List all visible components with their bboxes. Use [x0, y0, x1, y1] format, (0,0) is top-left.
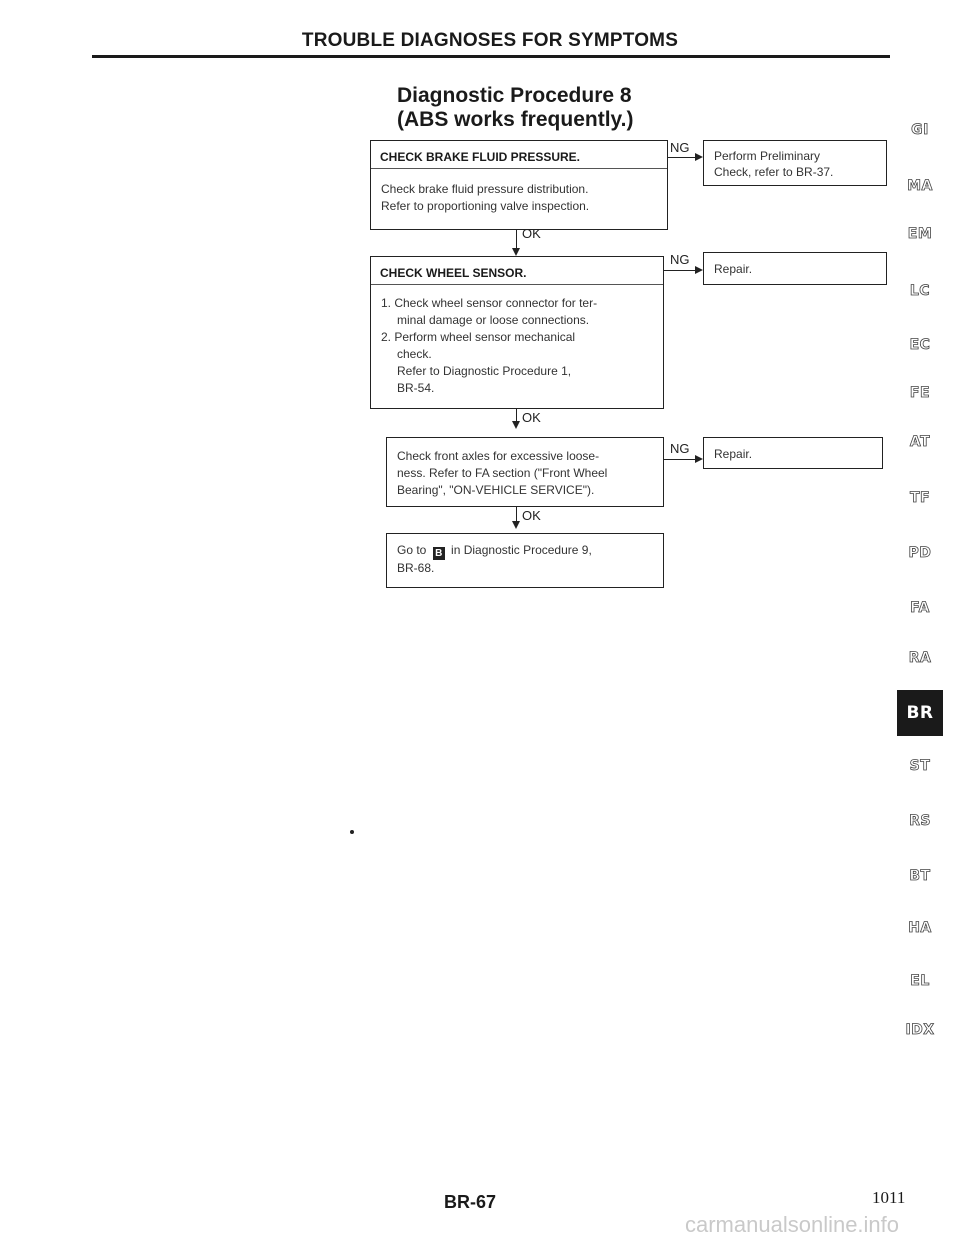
step1-heading: CHECK BRAKE FLUID PRESSURE.	[371, 141, 667, 169]
step2-ok-arrow	[512, 421, 520, 429]
step4-body	[387, 534, 663, 577]
step1-ng-action-line2: Check, refer to BR-37.	[714, 165, 834, 179]
step1-ng-label: NG	[670, 140, 690, 155]
step2-ok-label: OK	[522, 410, 541, 425]
side-tab-bt[interactable]: BT	[909, 868, 931, 884]
step2-ng-connector	[664, 270, 698, 271]
side-tab-fa[interactable]: FA	[910, 600, 930, 616]
step3-ok-label: OK	[522, 508, 541, 523]
step2-item1-line1: 1. Check wheel sensor connector for ter-	[381, 296, 598, 310]
footer-page-number: 1011	[872, 1188, 906, 1207]
step3-line2: ness. Refer to FA section ("Front Wheel	[397, 466, 608, 480]
step4-box	[386, 533, 664, 588]
step2-item2-line3: Refer to Diagnostic Procedure 1,	[397, 364, 572, 378]
step2-heading: CHECK WHEEL SENSOR.	[371, 257, 663, 285]
header-rule	[92, 55, 890, 58]
step4-line2: BR-68.	[397, 561, 435, 575]
side-tab-ec[interactable]: EC	[909, 337, 931, 353]
step3-ng-arrow	[695, 455, 703, 463]
side-tab-tf[interactable]: TF	[909, 490, 931, 506]
step1-ng-action-line1: Perform Preliminary	[714, 149, 821, 163]
side-tab-fe[interactable]: FE	[909, 385, 931, 401]
step2-body	[371, 285, 663, 397]
step2-ng-box	[703, 252, 887, 285]
step2-ng-action: Repair.	[714, 262, 753, 276]
side-tab-gi[interactable]: GI	[911, 122, 929, 138]
side-tab-idx[interactable]: IDX	[905, 1022, 935, 1038]
step1-line2: Refer to proportioning valve inspection.	[381, 199, 590, 213]
step3-body	[387, 438, 663, 499]
procedure-title-line2: (ABS works frequently.)	[397, 108, 634, 131]
side-tab-lc[interactable]: LC	[909, 283, 931, 299]
step2-ng-arrow	[695, 266, 703, 274]
step2-item1-line2: minal damage or loose connections.	[397, 313, 590, 327]
procedure-title-line1: Diagnostic Procedure 8	[397, 84, 632, 107]
step1-ok-arrow	[512, 248, 520, 256]
step2-ng-label: NG	[670, 252, 690, 267]
side-tab-rs[interactable]: RS	[909, 813, 931, 829]
step4-suffix: in Diagnostic Procedure 9,	[451, 543, 592, 557]
side-tab-pd[interactable]: PD	[908, 545, 932, 561]
step1-box	[370, 140, 668, 230]
step1-ok-label: OK	[522, 226, 541, 241]
side-tab-ha[interactable]: HA	[908, 920, 932, 936]
step2-item1	[381, 295, 653, 329]
step3-line3: Bearing", "ON-VEHICLE SERVICE").	[397, 483, 595, 497]
step1-ng-action	[704, 141, 886, 180]
side-tab-ra[interactable]: RA	[908, 650, 932, 666]
step3-ng-connector	[664, 459, 698, 460]
step3-box	[386, 437, 664, 507]
step2-item2-line2: check.	[397, 347, 432, 361]
step1-body	[371, 169, 667, 215]
side-tab-em[interactable]: EM	[907, 226, 933, 242]
step3-line1: Check front axles for excessive loose-	[397, 449, 600, 463]
side-tab-el[interactable]: EL	[910, 973, 930, 989]
step4-prefix: Go to	[397, 543, 427, 557]
watermark: carmanualsonline.info	[685, 1212, 900, 1237]
step1-line1: Check brake fluid pressure distribution.	[381, 182, 589, 196]
step3-ng-label: NG	[670, 441, 690, 456]
side-tab-ma[interactable]: MA	[907, 178, 933, 194]
step3-ng-box	[703, 437, 883, 469]
step2-item2	[381, 329, 653, 397]
footer-page-code: BR-67	[443, 1192, 496, 1212]
step2-box	[370, 256, 664, 409]
side-tab-br-active[interactable]: BR	[897, 690, 943, 736]
step2-item2-line4: BR-54.	[397, 381, 435, 395]
step2-item2-line1: 2. Perform wheel sensor mechanical	[381, 330, 576, 344]
side-tab-st[interactable]: ST	[909, 758, 931, 774]
step3-ok-arrow	[512, 521, 520, 529]
side-tab-at[interactable]: AT	[909, 434, 931, 450]
step3-ng-action: Repair.	[714, 447, 753, 461]
stray-dot	[350, 830, 354, 834]
page-header-title: TROUBLE DIAGNOSES FOR SYMPTOMS	[301, 30, 679, 51]
step1-ng-box	[703, 140, 887, 186]
step4-line1	[397, 542, 653, 560]
step1-ng-arrow	[695, 153, 703, 161]
procedure-title	[397, 84, 633, 132]
goto-b-icon: B	[433, 547, 445, 560]
step1-ng-connector	[668, 157, 698, 158]
